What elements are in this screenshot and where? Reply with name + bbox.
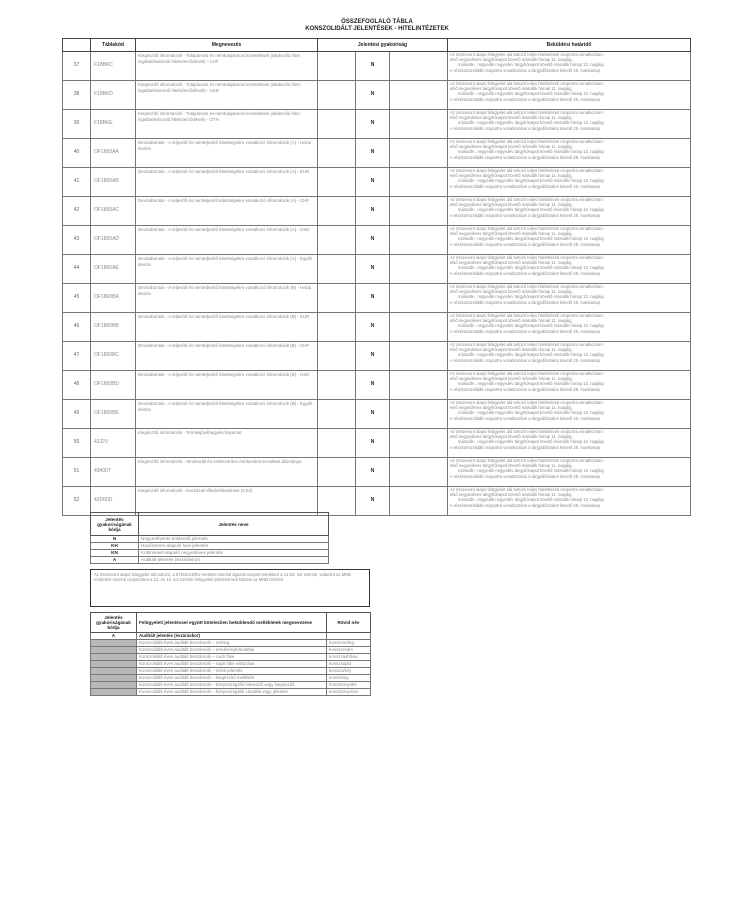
deadline-line: Az összevont alapú felügyelet alá tartozó teljes hitelintézeti csoportra vonatkozóan: xyxy=(450,139,604,144)
frequency-code: N xyxy=(356,139,390,168)
deadline-line: első negyedéves tárgyhónapot követő második hónap 11. napjáig, xyxy=(450,492,573,498)
table-row xyxy=(63,52,691,81)
annex-item-name: Konszolidált éves auditált beszámoló – mérleg xyxy=(137,640,327,647)
deadline-line: második-, negyedik negyedév tárgyhónapot követő második hónap 12. napjáig xyxy=(458,236,604,242)
deadline-cell xyxy=(448,197,691,226)
frequency-code: N xyxy=(356,81,390,110)
table-code: F18BKC xyxy=(91,52,136,81)
legend-name: Negyedévente küldendő jelentés xyxy=(139,536,329,543)
blank-cell xyxy=(390,284,448,313)
table-name: Devizabontás - A teljesítő és nemteljesítő kitettségekre vonatkozó információk (B) - Egyéb deviza xyxy=(136,400,318,429)
row-number: 43 xyxy=(63,226,91,255)
col-header-name: Megnevezés xyxy=(136,39,318,52)
table-name: Devizabontás - A teljesítő és nemteljesítő kitettségekre vonatkozó információk (A) - CHF xyxy=(136,197,318,226)
table-code: 43400T xyxy=(91,458,136,487)
deadline-line: második-, negyedik negyedév tárgyhónapot követő második hónap 12. napjáig xyxy=(458,410,604,416)
deadline-cell xyxy=(448,110,691,139)
table-name: Kiegészítő információk - Tulajdonosi és nemtulajdonosi követelések (lakáscélú hitel, ingatlanfedezetű hitelszerződések) - USD xyxy=(136,81,318,110)
table-code: OF1800AA xyxy=(91,139,136,168)
deadline-line: első negyedéves tárgyhónapot követő második hónap 11. napjáig, xyxy=(450,86,573,92)
table-code: OF1800BC xyxy=(91,342,136,371)
row-number: 47 xyxy=(63,342,91,371)
annex-item-name: Konszolidált éves auditált beszámoló – saját tőke változása xyxy=(137,661,327,668)
table-code: F18BKD xyxy=(91,81,136,110)
title-line-2: KONSZOLIDÁLT JELENTÉSEK - HITELINTÉZETEK xyxy=(305,26,449,32)
table-name: Devizabontás - A teljesítő és nemteljesítő kitettségekre vonatkozó információk (A) - Hazai deviza xyxy=(136,139,318,168)
deadline-cell xyxy=(448,81,691,110)
frequency-code: N xyxy=(356,429,390,458)
table-code: 43J2V xyxy=(91,429,136,458)
annex-grey-cell xyxy=(91,661,137,668)
deadline-line: Az összevont alapú felügyelet alá tartozó teljes hitelintézeti csoportra vonatkozóan: xyxy=(450,110,604,115)
blank-cell xyxy=(390,110,448,139)
annex-item-name: Konszolidált éves auditált beszámoló – cash flow xyxy=(137,654,327,661)
table-row xyxy=(63,139,691,168)
table-row xyxy=(63,400,691,429)
deadline-line: első negyedéves tárgyhónapot követő második hónap 11. napjáig, xyxy=(450,434,573,440)
legend-name: Havi/szeren alapuló havi jelentés xyxy=(139,543,329,550)
annex-short-name: konszsajatt xyxy=(327,661,371,668)
col-header-number xyxy=(63,39,91,52)
frequency-code: N xyxy=(356,342,390,371)
deadline-line: második-, negyedik negyedév tárgyhónapot követő második hónap 12. napjáig xyxy=(458,468,604,474)
deadline-cell xyxy=(448,168,691,197)
legend-header-name: Jelentés neve xyxy=(139,513,329,536)
annex-grey-cell xyxy=(91,675,137,682)
table-row xyxy=(63,255,691,284)
deadline-line: A részkonszolidált csoportra vonatkozóan a tárgyidőszakot követő 25. munkanap xyxy=(450,444,600,450)
deadline-line: Az összevont alapú felügyelet alá tartozó teljes hitelintézeti csoportra vonatkozóan: xyxy=(450,168,604,173)
annex-item-name: Konszolidált éves auditált beszámoló – eredménykimutatás xyxy=(137,647,327,654)
table-code: OF1800AC xyxy=(91,197,136,226)
row-number: 37 xyxy=(63,52,91,81)
table-row xyxy=(63,168,691,197)
deadline-line: első negyedéves tárgyhónapot követő második hónap 11. napjáig, xyxy=(450,289,573,295)
col-header-code: Táblakód xyxy=(91,39,136,52)
table-name: Devizabontás - A teljesítő és nemteljesítő kitettségekre vonatkozó információk (B) - CHF xyxy=(136,342,318,371)
deadline-line: Az összevont alapú felügyelet alá tartozó teljes hitelintézeti csoportra vonatkozóan: xyxy=(450,487,604,492)
blank-cell xyxy=(390,52,448,81)
legend-row xyxy=(91,536,329,543)
blank-cell xyxy=(318,313,356,342)
blank-cell xyxy=(390,255,448,284)
annex-short-name: konszkieg xyxy=(327,675,371,682)
deadline-cell xyxy=(448,429,691,458)
frequency-code: N xyxy=(356,371,390,400)
deadline-cell xyxy=(448,371,691,400)
deadline-cell xyxy=(448,342,691,371)
annex-short-name: konszkonyvzar xyxy=(327,689,371,696)
annex-short-name: konszcashflow xyxy=(327,654,371,661)
deadline-line: A részkonszolidált csoportra vonatkozóan a tárgyidőszakot követő 25. munkanap xyxy=(450,67,600,73)
annex-header-short: Rövid név xyxy=(327,613,371,633)
row-number: 39 xyxy=(63,110,91,139)
table-name: Devizabontás - A teljesítő és nemteljesítő kitettségekre vonatkozó információk (A) - USD xyxy=(136,226,318,255)
annex-header-name: Felügyeleti jelentéssel együtt kötelezően beküldendő mellékletek megnevezése xyxy=(137,613,327,633)
frequency-code: N xyxy=(356,197,390,226)
annex-row xyxy=(91,682,371,689)
annex-code: A xyxy=(91,633,137,640)
deadline-line: A részkonszolidált csoportra vonatkozóan a tárgyidőszakot követő 25. munkanap xyxy=(450,357,600,363)
deadline-line: első negyedéves tárgyhónapot követő második hónap 11. napjáig, xyxy=(450,144,573,150)
table-row xyxy=(63,110,691,139)
table-row xyxy=(63,458,691,487)
blank-cell xyxy=(318,371,356,400)
blank-cell xyxy=(390,429,448,458)
blank-cell xyxy=(390,139,448,168)
table-name: Kiegészítő információk - Tulajdonosi és nemtulajdonosi követelések (lakáscélú hitel, ingatlanfedezetű hitelszerződések) - OTH xyxy=(136,110,318,139)
blank-cell xyxy=(390,371,448,400)
table-name: Devizabontás - A teljesítő és nemteljesítő kitettségekre vonatkozó információk (A) - Egyéb deviza xyxy=(136,255,318,284)
row-number: 45 xyxy=(63,284,91,313)
table-row xyxy=(63,371,691,400)
row-number: 41 xyxy=(63,168,91,197)
deadline-line: Az összevont alapú felügyelet alá tartozó teljes hitelintézeti csoportra vonatkozóan: xyxy=(450,400,604,405)
legend-code: N xyxy=(91,536,139,543)
blank-cell xyxy=(318,168,356,197)
table-name: Devizabontás - A teljesítő és nemteljesítő kitettségekre vonatkozó információk (A) - EUR xyxy=(136,168,318,197)
deadline-line: első negyedéves tárgyhónapot követő második hónap 11. napjáig, xyxy=(450,115,573,121)
blank-cell xyxy=(318,139,356,168)
deadline-line: első negyedéves tárgyhónapot követő második hónap 11. napjáig, xyxy=(450,318,573,324)
legend-row xyxy=(91,550,329,557)
table-code: OF1800AE xyxy=(91,255,136,284)
col-header-deadline: Beküldési határidő xyxy=(448,39,691,52)
frequency-code: N xyxy=(356,255,390,284)
deadline-line: A részkonszolidált csoportra vonatkozóan a tárgyidőszakot követő 25. munkanap xyxy=(450,183,600,189)
deadline-cell xyxy=(448,458,691,487)
deadline-line: második-, negyedik negyedév tárgyhónapot követő második hónap 12. napjáig xyxy=(458,149,604,155)
deadline-cell xyxy=(448,400,691,429)
deadline-line: Az összevont alapú felügyelet alá tartozó teljes hitelintézeti csoportra vonatkozóan: xyxy=(450,313,604,318)
deadline-line: Az összevont alapú felügyelet alá tartozó teljes hitelintézeti csoportra vonatkozóan: xyxy=(450,371,604,376)
row-number: 46 xyxy=(63,313,91,342)
table-code: OF1800BE xyxy=(91,400,136,429)
frequency-code: N xyxy=(356,487,390,516)
annex-short-name: konszeredm xyxy=(327,647,371,654)
deadline-line: második-, negyedik negyedév tárgyhónapot követő második hónap 12. napjáig xyxy=(458,178,604,184)
blank-cell xyxy=(390,226,448,255)
deadline-line: A részkonszolidált csoportra vonatkozóan a tárgyidőszakot követő 25. munkanap xyxy=(450,270,600,276)
legend-name: Auditált jelentés (évzáráskor) xyxy=(139,557,329,564)
table-name: Kiegészítő információk - Strukturált és üzletszerűen értékesített termékek állománya xyxy=(136,458,318,487)
deadline-line: második-, negyedik negyedév tárgyhónapot követő második hónap 12. napjáig xyxy=(458,323,604,329)
legend-code: KH xyxy=(91,543,139,550)
blank-cell xyxy=(390,313,448,342)
frequency-code: N xyxy=(356,168,390,197)
annex-grey-cell xyxy=(91,682,137,689)
table-row xyxy=(63,342,691,371)
deadline-cell xyxy=(448,139,691,168)
table-name: Kiegészítő információk - Kockázati tőkebefektetések (CX3) xyxy=(136,487,318,516)
deadline-line: második-, negyedik negyedév tárgyhónapot követő második hónap 12. napjáig xyxy=(458,294,604,300)
row-number: 38 xyxy=(63,81,91,110)
annex-grey-cell xyxy=(91,647,137,654)
annex-grey-cell xyxy=(91,668,137,675)
deadline-line: második-, negyedik negyedév tárgyhónapot követő második hónap 12. napjáig xyxy=(458,62,604,68)
row-number: 50 xyxy=(63,429,91,458)
frequency-legend-table xyxy=(90,512,329,564)
deadline-line: A részkonszolidált csoportra vonatkozóan a tárgyidőszakot követő 25. munkanap xyxy=(450,125,600,131)
row-number: 51 xyxy=(63,458,91,487)
row-number: 49 xyxy=(63,400,91,429)
annex-item-name: Konszolidált éves auditált beszámoló – könyvvizsgálói hitelesítő vagy kiegészítő xyxy=(137,682,327,689)
table-row xyxy=(63,81,691,110)
blank-cell xyxy=(318,255,356,284)
blank-cell xyxy=(390,342,448,371)
summary-table xyxy=(62,38,691,516)
deadline-line: második-, negyedik negyedév tárgyhónapot követő második hónap 12. napjáig xyxy=(458,497,604,503)
deadline-line: Az összevont alapú felügyelet alá tartozó teljes hitelintézeti csoportra vonatkozóan: xyxy=(450,197,604,202)
deadline-line: első negyedéves tárgyhónapot követő második hónap 11. napjáig, xyxy=(450,231,573,237)
deadline-line: A részkonszolidált csoportra vonatkozóan a tárgyidőszakot követő 25. munkanap xyxy=(450,502,600,508)
blank-cell xyxy=(390,400,448,429)
table-row xyxy=(63,284,691,313)
blank-cell xyxy=(390,197,448,226)
blank-cell xyxy=(318,342,356,371)
annex-header-code: Jelentés gyakoriságának kódja xyxy=(91,613,137,633)
blank-cell xyxy=(390,458,448,487)
blank-cell xyxy=(318,226,356,255)
deadline-cell xyxy=(448,487,691,516)
deadline-line: A részkonszolidált csoportra vonatkozóan a tárgyidőszakot követő 25. munkanap xyxy=(450,415,600,421)
blank-cell xyxy=(318,400,356,429)
annex-item-name: Konszolidált éves auditált beszámoló – könyvvizsgálói záradék vagy jelentés xyxy=(137,689,327,696)
deadline-cell xyxy=(448,313,691,342)
table-name: Devizabontás - A teljesítő és nemteljesítő kitettségekre vonatkozó információk (B) - USD xyxy=(136,371,318,400)
deadline-line: második-, negyedik negyedév tárgyhónapot követő második hónap 12. napjáig xyxy=(458,207,604,213)
deadline-line: A részkonszolidált csoportra vonatkozóan a tárgyidőszakot követő 25. munkanap xyxy=(450,154,600,160)
annex-row xyxy=(91,675,371,682)
deadline-line: Az összevont alapú felügyelet alá tartozó teljes hitelintézeti csoportra vonatkozóan: xyxy=(450,255,604,260)
legend-row xyxy=(91,557,329,564)
annex-section-title: Auditált jelentés (évzáráskor) xyxy=(137,633,327,640)
table-row xyxy=(63,429,691,458)
blank-cell xyxy=(318,52,356,81)
table-name: Devizabontás - A teljesítő és nemteljesítő kitettségekre vonatkozó információk (B) - Hazai deviza xyxy=(136,284,318,313)
frequency-code: N xyxy=(356,313,390,342)
deadline-line: Az összevont alapú felügyelet alá tartozó teljes hitelintézeti csoportra vonatkozóan: xyxy=(450,52,604,57)
table-code: OF1800BA xyxy=(91,284,136,313)
frequency-code: N xyxy=(356,110,390,139)
frequency-code: N xyxy=(356,458,390,487)
deadline-line: második-, negyedik negyedév tárgyhónapot követő második hónap 12. napjáig xyxy=(458,352,604,358)
deadline-line: második-, negyedik negyedév tárgyhónapot követő második hónap 12. napjáig xyxy=(458,265,604,271)
deadline-cell xyxy=(448,226,691,255)
table-code: 42D00D xyxy=(91,487,136,516)
frequency-code: N xyxy=(356,284,390,313)
blank-cell xyxy=(318,284,356,313)
table-code: OF1800AD xyxy=(91,226,136,255)
deadline-line: A részkonszolidált csoportra vonatkozóan a tárgyidőszakot követő 25. munkanap xyxy=(450,473,600,479)
annex-section-row xyxy=(91,633,371,640)
table-code: F18BKE xyxy=(91,110,136,139)
annex-row xyxy=(91,689,371,696)
annex-row xyxy=(91,640,371,647)
blank-cell xyxy=(318,197,356,226)
table-code: OF1800BD xyxy=(91,371,136,400)
annex-item-name: Konszolidált éves auditált beszámoló – kiegészítő melléklet xyxy=(137,675,327,682)
annex-grey-cell xyxy=(91,654,137,661)
table-code: OF1800BB xyxy=(91,313,136,342)
deadline-line: Az összevont alapú felügyelet alá tartozó teljes hitelintézeti csoportra vonatkozóan: xyxy=(450,342,604,347)
annex-short-name: konszuzletj xyxy=(327,668,371,675)
deadline-line: második-, negyedik negyedév tárgyhónapot követő második hónap 12. napjáig xyxy=(458,381,604,387)
deadline-line: első negyedéves tárgyhónapot követő második hónap 11. napjáig, xyxy=(450,347,573,353)
deadline-line: Az összevont alapú felügyelet alá tartozó teljes hitelintézeti csoportra vonatkozóan: xyxy=(450,226,604,231)
deadline-line: első negyedéves tárgyhónapot követő második hónap 11. napjáig, xyxy=(450,405,573,411)
table-row xyxy=(63,313,691,342)
frequency-code: N xyxy=(356,226,390,255)
deadline-line: második-, negyedik negyedév tárgyhónapot követő második hónap 12. napjáig xyxy=(458,439,604,445)
table-name: Kiegészítő információk - Termékjóváhagyási folyamat xyxy=(136,429,318,458)
annex-grey-cell xyxy=(91,689,137,696)
page-title xyxy=(0,19,754,33)
row-number: 40 xyxy=(63,139,91,168)
deadline-cell xyxy=(448,52,691,81)
deadline-line: A részkonszolidált csoportra vonatkozóan a tárgyidőszakot követő 25. munkanap xyxy=(450,299,600,305)
deadline-line: Az összevont alapú felügyelet alá tartozó teljes hitelintézeti csoportra vonatkozóan: xyxy=(450,429,604,434)
frequency-code: N xyxy=(356,400,390,429)
annex-row xyxy=(91,668,371,675)
deadline-cell xyxy=(448,284,691,313)
row-number: 48 xyxy=(63,371,91,400)
annex-row xyxy=(91,654,371,661)
deadline-cell xyxy=(448,255,691,284)
table-name: Devizabontás - A teljesítő és nemteljesítő kitettségekre vonatkozó információk (B) - EUR xyxy=(136,313,318,342)
col-header-frequency: Jelentési gyakoriság xyxy=(318,39,448,52)
deadline-line: Az összevont alapú felügyelet alá tartozó teljes hitelintézeti csoportra vonatkozóan: xyxy=(450,81,604,86)
deadline-line: Az összevont alapú felügyelet alá tartozó teljes hitelintézeti csoportra vonatkozóan: xyxy=(450,284,604,289)
blank-cell xyxy=(390,81,448,110)
title-line-1: ÖSSZEFOGLALÓ TÁBLA xyxy=(341,19,413,25)
row-number: 44 xyxy=(63,255,91,284)
annex-table xyxy=(90,612,371,696)
legend-code: A xyxy=(91,557,139,564)
deadline-line: A részkonszolidált csoportra vonatkozóan a tárgyidőszakot követő 25. munkanap xyxy=(450,241,600,247)
blank-cell xyxy=(318,429,356,458)
deadline-line: A részkonszolidált csoportra vonatkozóan a tárgyidőszakot követő 25. munkanap xyxy=(450,212,600,218)
deadline-line: első negyedéves tárgyhónapot követő második hónap 11. napjáig, xyxy=(450,463,573,469)
legend-header-code: Jelentés gyakoriságának kódja xyxy=(91,513,139,536)
blank-cell xyxy=(318,458,356,487)
deadline-line: első negyedéves tárgyhónapot követő második hónap 11. napjáig, xyxy=(450,260,573,266)
table-row xyxy=(63,226,691,255)
summary-header-row xyxy=(63,39,691,52)
table-name: Kiegészítő információk - Tulajdonosi és nemtulajdonosi követelések (lakáscélú hitel, ingatlanfedezetű hitelszerződések) - CHF xyxy=(136,52,318,81)
note-box: Az összevont alapú felügyelet alá tartozó, a 575/2013/EU rendelet szerinti ágazati csoport esetében a 14-82. sor szerinti, valamint az MNB rendelete szerinti csoportokra a 12. és 13. sor szerinti felügyeleti jelentést kell küldeni az MNB részére. xyxy=(90,569,370,607)
frequency-code: N xyxy=(356,52,390,81)
table-row xyxy=(63,197,691,226)
deadline-line: A részkonszolidált csoportra vonatkozóan a tárgyidőszakot követő 25. munkanap xyxy=(450,386,600,392)
annex-blank xyxy=(327,633,371,640)
annex-item-name: Konszolidált éves auditált beszámoló – üzleti jelentés xyxy=(137,668,327,675)
annex-row xyxy=(91,647,371,654)
table-code: OF1800AB xyxy=(91,168,136,197)
deadline-line: második-, negyedik negyedév tárgyhónapot követő második hónap 12. napjáig xyxy=(458,120,604,126)
blank-cell xyxy=(390,487,448,516)
deadline-line: A részkonszolidált csoportra vonatkozóan a tárgyidőszakot követő 25. munkanap xyxy=(450,328,600,334)
deadline-line: első negyedéves tárgyhónapot követő második hónap 11. napjáig, xyxy=(450,173,573,179)
legend-name: Külön/eseti alapuló negyedéves jelentés xyxy=(139,550,329,557)
annex-row xyxy=(91,661,371,668)
legend-code: KN xyxy=(91,550,139,557)
blank-cell xyxy=(390,168,448,197)
deadline-line: első negyedéves tárgyhónapot követő második hónap 11. napjáig, xyxy=(450,57,573,63)
deadline-line: első negyedéves tárgyhónapot követő második hónap 11. napjáig, xyxy=(450,202,573,208)
deadline-line: első negyedéves tárgyhónapot követő második hónap 11. napjáig, xyxy=(450,376,573,382)
deadline-line: második-, negyedik negyedév tárgyhónapot követő második hónap 12. napjáig xyxy=(458,91,604,97)
deadline-line: Az összevont alapú felügyelet alá tartozó teljes hitelintézeti csoportra vonatkozóan: xyxy=(450,458,604,463)
annex-grey-cell xyxy=(91,640,137,647)
blank-cell xyxy=(318,110,356,139)
annex-short-name: konszmerleg xyxy=(327,640,371,647)
deadline-line: A részkonszolidált csoportra vonatkozóan a tárgyidőszakot követő 25. munkanap xyxy=(450,96,600,102)
row-number: 52 xyxy=(63,487,91,516)
annex-short-name: konszkonyvhit xyxy=(327,682,371,689)
blank-cell xyxy=(318,81,356,110)
row-number: 42 xyxy=(63,197,91,226)
legend-row xyxy=(91,543,329,550)
